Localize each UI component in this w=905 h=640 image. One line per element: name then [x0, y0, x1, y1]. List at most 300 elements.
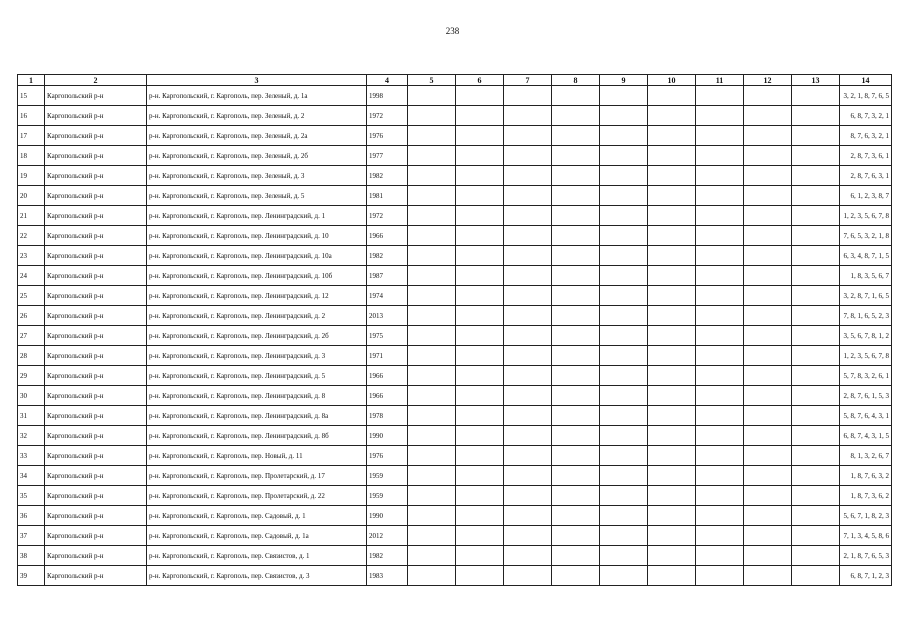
year-cell: 1966 — [367, 386, 408, 406]
empty-cell-7 — [504, 226, 552, 246]
empty-cell-7 — [504, 186, 552, 206]
table-row — [18, 286, 892, 306]
district-cell: Каргопольский р-н — [45, 446, 147, 466]
column-14-cell: 2, 8, 7, 3, 6, 1 — [840, 146, 892, 166]
year-cell: 1981 — [367, 186, 408, 206]
empty-cell-6 — [456, 506, 504, 526]
column-header-11: 11 — [696, 75, 744, 86]
row-number: 23 — [18, 246, 45, 266]
empty-cell-10 — [648, 366, 696, 386]
empty-cell-10 — [648, 546, 696, 566]
empty-cell-10 — [648, 506, 696, 526]
empty-cell-5 — [408, 226, 456, 246]
empty-cell-6 — [456, 526, 504, 546]
empty-cell-9 — [600, 166, 648, 186]
empty-cell-8 — [552, 146, 600, 166]
row-number: 25 — [18, 286, 45, 306]
column-14-cell: 6, 8, 7, 4, 3, 1, 5 — [840, 426, 892, 446]
empty-cell-10 — [648, 386, 696, 406]
empty-cell-12 — [744, 566, 792, 586]
table-row — [18, 86, 892, 106]
empty-cell-5 — [408, 166, 456, 186]
row-number: 20 — [18, 186, 45, 206]
district-cell: Каргопольский р-н — [45, 286, 147, 306]
empty-cell-5 — [408, 326, 456, 346]
table-row — [18, 526, 892, 546]
empty-cell-6 — [456, 566, 504, 586]
empty-cell-12 — [744, 446, 792, 466]
address-cell: р-н. Каргопольский, г. Каргополь, пер. Ленинградский, д. 8б — [147, 426, 367, 446]
empty-cell-12 — [744, 286, 792, 306]
row-number: 37 — [18, 526, 45, 546]
empty-cell-7 — [504, 366, 552, 386]
empty-cell-5 — [408, 266, 456, 286]
year-cell: 1975 — [367, 326, 408, 346]
column-header-8: 8 — [552, 75, 600, 86]
empty-cell-13 — [792, 506, 840, 526]
empty-cell-10 — [648, 486, 696, 506]
column-14-cell: 6, 8, 7, 1, 2, 3 — [840, 566, 892, 586]
empty-cell-10 — [648, 466, 696, 486]
year-cell: 1971 — [367, 346, 408, 366]
table-row — [18, 266, 892, 286]
empty-cell-9 — [600, 346, 648, 366]
empty-cell-10 — [648, 566, 696, 586]
empty-cell-9 — [600, 486, 648, 506]
address-cell: р-н. Каргопольский, г. Каргополь, пер. Ленинградский, д. 2б — [147, 326, 367, 346]
empty-cell-11 — [696, 286, 744, 306]
empty-cell-11 — [696, 386, 744, 406]
empty-cell-11 — [696, 466, 744, 486]
empty-cell-9 — [600, 306, 648, 326]
table-row — [18, 106, 892, 126]
column-header-2: 2 — [45, 75, 147, 86]
empty-cell-6 — [456, 426, 504, 446]
empty-cell-8 — [552, 266, 600, 286]
empty-cell-8 — [552, 526, 600, 546]
empty-cell-6 — [456, 166, 504, 186]
column-header-12: 12 — [744, 75, 792, 86]
empty-cell-8 — [552, 306, 600, 326]
district-cell: Каргопольский р-н — [45, 226, 147, 246]
empty-cell-5 — [408, 346, 456, 366]
address-cell: р-н. Каргопольский, г. Каргополь, пер. Ленинградский, д. 5 — [147, 366, 367, 386]
year-cell: 1990 — [367, 506, 408, 526]
empty-cell-6 — [456, 286, 504, 306]
table-row — [18, 386, 892, 406]
column-14-cell: 1, 8, 7, 3, 6, 2 — [840, 486, 892, 506]
empty-cell-13 — [792, 526, 840, 546]
year-cell: 1983 — [367, 566, 408, 586]
district-cell: Каргопольский р-н — [45, 386, 147, 406]
table-row — [18, 126, 892, 146]
empty-cell-10 — [648, 446, 696, 466]
table-row — [18, 246, 892, 266]
row-number: 29 — [18, 366, 45, 386]
year-cell: 1966 — [367, 366, 408, 386]
empty-cell-9 — [600, 286, 648, 306]
row-number: 39 — [18, 566, 45, 586]
column-14-cell: 7, 8, 1, 6, 5, 2, 3 — [840, 306, 892, 326]
empty-cell-10 — [648, 86, 696, 106]
empty-cell-7 — [504, 346, 552, 366]
district-cell: Каргопольский р-н — [45, 106, 147, 126]
empty-cell-5 — [408, 126, 456, 146]
empty-cell-11 — [696, 446, 744, 466]
row-number: 30 — [18, 386, 45, 406]
year-cell: 1972 — [367, 206, 408, 226]
empty-cell-10 — [648, 246, 696, 266]
empty-cell-5 — [408, 286, 456, 306]
address-cell: р-н. Каргопольский, г. Каргополь, пер. Ленинградский, д. 10б — [147, 266, 367, 286]
empty-cell-12 — [744, 166, 792, 186]
column-header-7: 7 — [504, 75, 552, 86]
row-number: 21 — [18, 206, 45, 226]
empty-cell-10 — [648, 206, 696, 226]
empty-cell-11 — [696, 246, 744, 266]
address-cell: р-н. Каргопольский, г. Каргополь, пер. Новый, д. 11 — [147, 446, 367, 466]
empty-cell-13 — [792, 206, 840, 226]
table-row — [18, 146, 892, 166]
column-14-cell: 3, 2, 8, 7, 1, 6, 5 — [840, 286, 892, 306]
empty-cell-11 — [696, 366, 744, 386]
empty-cell-12 — [744, 266, 792, 286]
empty-cell-9 — [600, 506, 648, 526]
row-number: 17 — [18, 126, 45, 146]
empty-cell-13 — [792, 186, 840, 206]
empty-cell-10 — [648, 146, 696, 166]
table-row — [18, 446, 892, 466]
column-14-cell: 6, 1, 2, 3, 8, 7 — [840, 186, 892, 206]
table-row — [18, 546, 892, 566]
empty-cell-8 — [552, 106, 600, 126]
district-cell: Каргопольский р-н — [45, 546, 147, 566]
address-cell: р-н. Каргопольский, г. Каргополь, пер. Пролетарский, д. 17 — [147, 466, 367, 486]
empty-cell-11 — [696, 346, 744, 366]
row-number: 38 — [18, 546, 45, 566]
table-row — [18, 406, 892, 426]
empty-cell-13 — [792, 226, 840, 246]
address-cell: р-н. Каргопольский, г. Каргополь, пер. Зеленый, д. 2б — [147, 146, 367, 166]
empty-cell-12 — [744, 126, 792, 146]
table-row — [18, 466, 892, 486]
year-cell: 1978 — [367, 406, 408, 426]
district-cell: Каргопольский р-н — [45, 566, 147, 586]
empty-cell-9 — [600, 146, 648, 166]
empty-cell-12 — [744, 86, 792, 106]
address-cell: р-н. Каргопольский, г. Каргополь, пер. Ленинградский, д. 1 — [147, 206, 367, 226]
table-row — [18, 226, 892, 246]
empty-cell-8 — [552, 326, 600, 346]
row-number: 32 — [18, 426, 45, 446]
header-row — [18, 75, 892, 86]
district-cell: Каргопольский р-н — [45, 506, 147, 526]
table-row — [18, 206, 892, 226]
empty-cell-7 — [504, 246, 552, 266]
column-14-cell: 2, 8, 7, 6, 3, 1 — [840, 166, 892, 186]
address-cell: р-н. Каргопольский, г. Каргополь, пер. Зеленый, д. 2 — [147, 106, 367, 126]
address-cell: р-н. Каргопольский, г. Каргополь, пер. Ленинградский, д. 2 — [147, 306, 367, 326]
empty-cell-10 — [648, 426, 696, 446]
empty-cell-12 — [744, 406, 792, 426]
empty-cell-9 — [600, 406, 648, 426]
empty-cell-7 — [504, 406, 552, 426]
address-cell: р-н. Каргопольский, г. Каргополь, пер. Садовый, д. 1 — [147, 506, 367, 526]
empty-cell-12 — [744, 346, 792, 366]
table-row — [18, 326, 892, 346]
row-number: 27 — [18, 326, 45, 346]
empty-cell-6 — [456, 146, 504, 166]
empty-cell-12 — [744, 386, 792, 406]
row-number: 33 — [18, 446, 45, 466]
column-header-6: 6 — [456, 75, 504, 86]
empty-cell-7 — [504, 126, 552, 146]
empty-cell-13 — [792, 126, 840, 146]
table-row — [18, 306, 892, 326]
year-cell: 1987 — [367, 266, 408, 286]
empty-cell-5 — [408, 566, 456, 586]
address-cell: р-н. Каргопольский, г. Каргополь, пер. Ленинградский, д. 10 — [147, 226, 367, 246]
empty-cell-13 — [792, 166, 840, 186]
row-number: 31 — [18, 406, 45, 426]
empty-cell-7 — [504, 546, 552, 566]
empty-cell-11 — [696, 186, 744, 206]
empty-cell-11 — [696, 226, 744, 246]
empty-cell-12 — [744, 526, 792, 546]
empty-cell-12 — [744, 146, 792, 166]
empty-cell-5 — [408, 386, 456, 406]
year-cell: 1976 — [367, 446, 408, 466]
empty-cell-5 — [408, 546, 456, 566]
district-cell: Каргопольский р-н — [45, 326, 147, 346]
empty-cell-13 — [792, 146, 840, 166]
empty-cell-10 — [648, 406, 696, 426]
address-cell: р-н. Каргопольский, г. Каргополь, пер. Зеленый, д. 2а — [147, 126, 367, 146]
table-row — [18, 426, 892, 446]
empty-cell-9 — [600, 546, 648, 566]
empty-cell-13 — [792, 86, 840, 106]
empty-cell-6 — [456, 466, 504, 486]
empty-cell-8 — [552, 366, 600, 386]
empty-cell-13 — [792, 446, 840, 466]
empty-cell-5 — [408, 466, 456, 486]
empty-cell-9 — [600, 186, 648, 206]
year-cell: 1977 — [367, 146, 408, 166]
empty-cell-8 — [552, 466, 600, 486]
row-number: 28 — [18, 346, 45, 366]
empty-cell-9 — [600, 126, 648, 146]
empty-cell-6 — [456, 406, 504, 426]
empty-cell-11 — [696, 86, 744, 106]
column-14-cell: 6, 3, 4, 8, 7, 1, 5 — [840, 246, 892, 266]
empty-cell-11 — [696, 526, 744, 546]
column-14-cell: 5, 8, 7, 6, 4, 3, 1 — [840, 406, 892, 426]
year-cell: 1982 — [367, 246, 408, 266]
empty-cell-13 — [792, 246, 840, 266]
empty-cell-13 — [792, 286, 840, 306]
empty-cell-10 — [648, 266, 696, 286]
year-cell: 1972 — [367, 106, 408, 126]
column-header-14: 14 — [840, 75, 892, 86]
empty-cell-12 — [744, 546, 792, 566]
empty-cell-13 — [792, 406, 840, 426]
empty-cell-12 — [744, 366, 792, 386]
district-cell: Каргопольский р-н — [45, 486, 147, 506]
column-14-cell: 3, 2, 1, 8, 7, 6, 5 — [840, 86, 892, 106]
column-14-cell: 3, 5, 6, 7, 8, 1, 2 — [840, 326, 892, 346]
empty-cell-8 — [552, 386, 600, 406]
empty-cell-12 — [744, 466, 792, 486]
empty-cell-7 — [504, 266, 552, 286]
empty-cell-10 — [648, 126, 696, 146]
column-header-4: 4 — [367, 75, 408, 86]
address-cell: р-н. Каргопольский, г. Каргополь, пер. Пролетарский, д. 22 — [147, 486, 367, 506]
empty-cell-6 — [456, 266, 504, 286]
empty-cell-8 — [552, 86, 600, 106]
empty-cell-10 — [648, 306, 696, 326]
district-cell: Каргопольский р-н — [45, 346, 147, 366]
empty-cell-5 — [408, 406, 456, 426]
empty-cell-9 — [600, 226, 648, 246]
empty-cell-7 — [504, 326, 552, 346]
empty-cell-11 — [696, 426, 744, 446]
district-cell: Каргопольский р-н — [45, 406, 147, 426]
empty-cell-7 — [504, 286, 552, 306]
empty-cell-6 — [456, 366, 504, 386]
district-cell: Каргопольский р-н — [45, 246, 147, 266]
empty-cell-9 — [600, 326, 648, 346]
district-cell: Каргопольский р-н — [45, 206, 147, 226]
column-14-cell: 8, 7, 6, 3, 2, 1 — [840, 126, 892, 146]
empty-cell-6 — [456, 86, 504, 106]
row-number: 18 — [18, 146, 45, 166]
empty-cell-9 — [600, 106, 648, 126]
empty-cell-12 — [744, 246, 792, 266]
empty-cell-11 — [696, 106, 744, 126]
year-cell: 1982 — [367, 546, 408, 566]
column-14-cell: 5, 6, 7, 1, 8, 2, 3 — [840, 506, 892, 526]
empty-cell-8 — [552, 346, 600, 366]
column-header-13: 13 — [792, 75, 840, 86]
district-cell: Каргопольский р-н — [45, 366, 147, 386]
empty-cell-5 — [408, 246, 456, 266]
column-14-cell: 5, 7, 8, 3, 2, 6, 1 — [840, 366, 892, 386]
empty-cell-5 — [408, 206, 456, 226]
empty-cell-7 — [504, 506, 552, 526]
empty-cell-8 — [552, 126, 600, 146]
column-header-3: 3 — [147, 75, 367, 86]
empty-cell-8 — [552, 286, 600, 306]
empty-cell-10 — [648, 346, 696, 366]
empty-cell-9 — [600, 386, 648, 406]
empty-cell-9 — [600, 86, 648, 106]
empty-cell-7 — [504, 206, 552, 226]
empty-cell-8 — [552, 406, 600, 426]
empty-cell-12 — [744, 326, 792, 346]
empty-cell-11 — [696, 306, 744, 326]
empty-cell-6 — [456, 386, 504, 406]
column-14-cell: 2, 1, 8, 7, 6, 5, 3 — [840, 546, 892, 566]
empty-cell-10 — [648, 106, 696, 126]
table-row — [18, 346, 892, 366]
column-header-5: 5 — [408, 75, 456, 86]
row-number: 19 — [18, 166, 45, 186]
empty-cell-9 — [600, 246, 648, 266]
empty-cell-7 — [504, 486, 552, 506]
address-cell: р-н. Каргопольский, г. Каргополь, пер. Зеленый, д. 5 — [147, 186, 367, 206]
empty-cell-5 — [408, 426, 456, 446]
empty-cell-7 — [504, 466, 552, 486]
empty-cell-12 — [744, 226, 792, 246]
column-14-cell: 1, 2, 3, 5, 6, 7, 8 — [840, 346, 892, 366]
empty-cell-6 — [456, 326, 504, 346]
year-cell: 1982 — [367, 166, 408, 186]
empty-cell-7 — [504, 166, 552, 186]
empty-cell-6 — [456, 346, 504, 366]
empty-cell-5 — [408, 526, 456, 546]
empty-cell-13 — [792, 546, 840, 566]
empty-cell-9 — [600, 466, 648, 486]
empty-cell-9 — [600, 206, 648, 226]
table-row — [18, 486, 892, 506]
year-cell: 2013 — [367, 306, 408, 326]
column-header-10: 10 — [648, 75, 696, 86]
column-14-cell: 7, 6, 5, 3, 2, 1, 8 — [840, 226, 892, 246]
empty-cell-6 — [456, 186, 504, 206]
address-cell: р-н. Каргопольский, г. Каргополь, пер. Ленинградский, д. 8 — [147, 386, 367, 406]
district-cell: Каргопольский р-н — [45, 86, 147, 106]
empty-cell-12 — [744, 426, 792, 446]
empty-cell-8 — [552, 226, 600, 246]
district-cell: Каргопольский р-н — [45, 166, 147, 186]
district-cell: Каргопольский р-н — [45, 426, 147, 446]
empty-cell-8 — [552, 186, 600, 206]
empty-cell-5 — [408, 366, 456, 386]
table-row — [18, 366, 892, 386]
empty-cell-8 — [552, 426, 600, 446]
empty-cell-12 — [744, 106, 792, 126]
empty-cell-10 — [648, 526, 696, 546]
empty-cell-9 — [600, 526, 648, 546]
empty-cell-8 — [552, 486, 600, 506]
empty-cell-13 — [792, 306, 840, 326]
empty-cell-6 — [456, 126, 504, 146]
column-header-1: 1 — [18, 75, 45, 86]
row-number: 16 — [18, 106, 45, 126]
empty-cell-11 — [696, 206, 744, 226]
address-cell: р-н. Каргопольский, г. Каргополь, пер. Ленинградский, д. 8а — [147, 406, 367, 426]
empty-cell-8 — [552, 246, 600, 266]
empty-cell-5 — [408, 86, 456, 106]
empty-cell-7 — [504, 146, 552, 166]
address-cell: р-н. Каргопольский, г. Каргополь, пер. Садовый, д. 1а — [147, 526, 367, 546]
address-cell: р-н. Каргопольский, г. Каргополь, пер. Связистов, д. 1 — [147, 546, 367, 566]
empty-cell-6 — [456, 106, 504, 126]
empty-cell-11 — [696, 146, 744, 166]
empty-cell-5 — [408, 146, 456, 166]
empty-cell-10 — [648, 326, 696, 346]
district-cell: Каргопольский р-н — [45, 266, 147, 286]
empty-cell-7 — [504, 526, 552, 546]
table-row — [18, 166, 892, 186]
district-cell: Каргопольский р-н — [45, 186, 147, 206]
empty-cell-9 — [600, 366, 648, 386]
empty-cell-9 — [600, 446, 648, 466]
empty-cell-8 — [552, 546, 600, 566]
empty-cell-8 — [552, 446, 600, 466]
empty-cell-5 — [408, 506, 456, 526]
empty-cell-8 — [552, 166, 600, 186]
